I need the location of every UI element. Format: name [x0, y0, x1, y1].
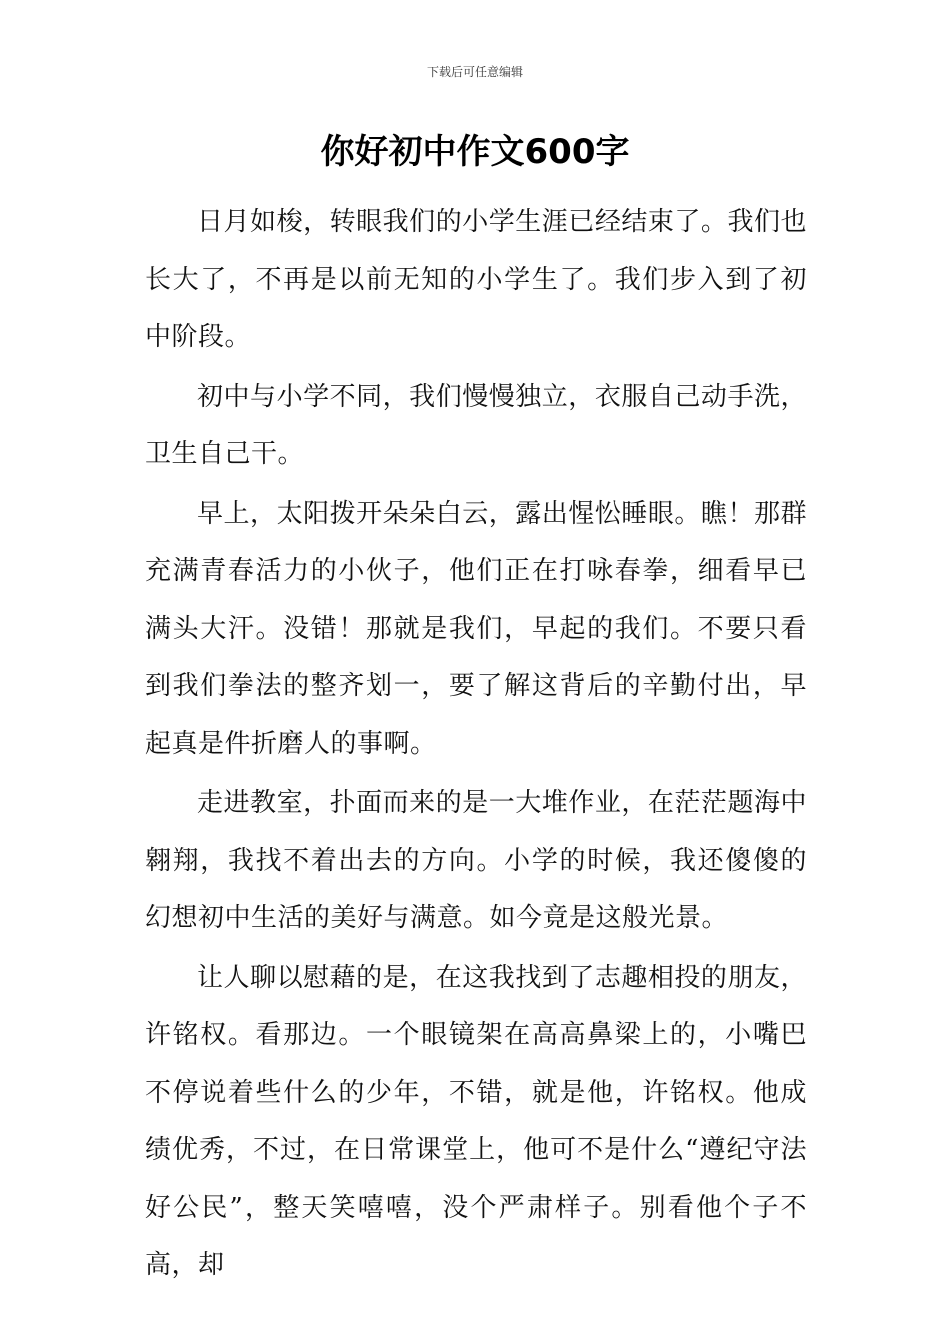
essay-body — [145, 194, 807, 1297]
paragraph: 初中与小学不同，我们慢慢独立，衣服自己动手洗，卫生自己干。 — [145, 381, 807, 469]
paragraph: 走进教室，扑面而来的是一大堆作业，在茫茫题海中翱翔，我找不着出去的方向。小学的时候，我还傻傻的幻想初中生活的美好与满意。如今竟是这般光景。 — [145, 788, 807, 933]
paragraph: 日月如梭，转眼我们的小学生涯已经结束了。我们也长大了，不再是以前无知的小学生了。我们步入到了初中阶段。 — [145, 207, 807, 352]
paragraph: 早上，太阳拨开朵朵白云，露出惺忪睡眼。瞧！那群充满青春活力的小伙子，他们正在打咏春拳，细看早已满头大汗。没错！那就是我们，早起的我们。不要只看到我们拳法的整齐划一，要了解这背后的辛勤付出，早起真是件折磨人的事啊。 — [145, 498, 807, 759]
document-title: 你好初中作文600字 — [320, 132, 630, 172]
header-note: 下载后可任意编辑 — [426, 65, 523, 79]
paragraph: 让人聊以慰藉的是，在这我找到了志趣相投的朋友，许铭权。看那边。一个眼镜架在高高鼻梁上的，小嘴巴不停说着些什么的少年，不错，就是他，许铭权。他成绩优秀，不过，在日常课堂上，他可不是什么“遵纪守法好公民”，整天笑嘻嘻，没个严肃样子。别看他个子不高，却 — [145, 962, 807, 1280]
